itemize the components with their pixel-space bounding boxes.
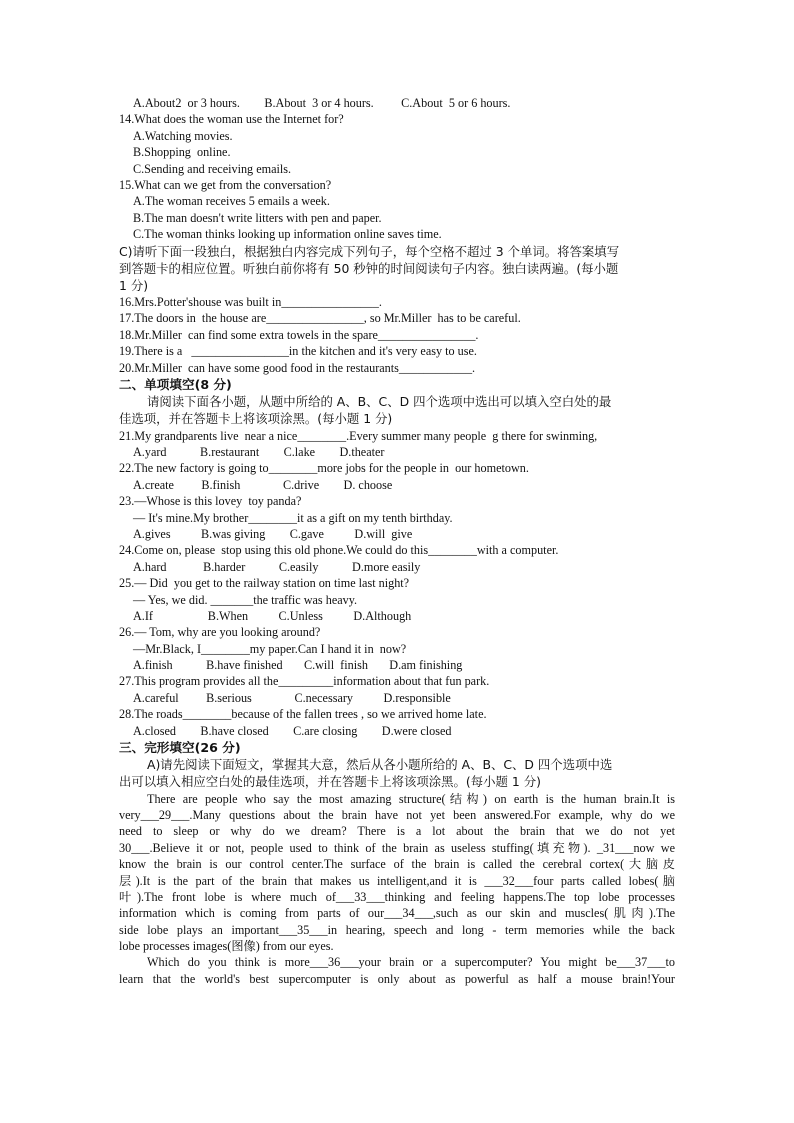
text-line: 14.What does the woman use the Internet for? [119, 112, 344, 127]
text-line: A.closed B.have closed C.are closing D.were closed [133, 723, 452, 738]
text-line: 层).It is the part of the brain that makes us intelligent,and it is ___32___four parts called lobes(脑 [119, 873, 675, 888]
text-line: 28.The roads________because of the fallen trees , so we arrived home late. [119, 707, 487, 722]
text-line: B.Shopping online. [133, 145, 231, 160]
text-line: Which do you think is more___36___your brain or a supercomputer? You might be___37___to [147, 955, 675, 970]
text-line: A.If B.When C.Unless D.Although [133, 608, 412, 623]
text-line: A)请先阅读下面短文，掌握其大意，然后从各小题所给的 A、B、C、D 四个选项中选 [147, 757, 613, 773]
text-line: 20.Mr.Miller can have some good food in the restaurants____________. [119, 360, 476, 375]
text-line: 1 分) [119, 277, 149, 293]
text-line: 到答题卡的相应位置。听独白前你将有 50 秒钟的时间阅读句子内容。独白读两遍。(每小题 [119, 260, 619, 276]
text-line: 22.The new factory is going to________more jobs for the people in our hometown. [119, 461, 529, 476]
text-line: B.The man doesn't write litters with pen and paper. [133, 210, 382, 225]
text-line: 二、单项填空(8 分) [119, 377, 232, 393]
text-line: need to sleep or why do we dream? There is a lot about the brain that we do not yet [119, 824, 675, 839]
text-line: 佳选项，并在答题卡上将该项涂黑。(每小题 1 分) [119, 411, 393, 427]
text-line: 27.This program provides all the_________information about that fun park. [119, 674, 490, 689]
text-line: A.gives B.was giving C.gave D.will give [133, 526, 413, 541]
text-line: A.careful B.serious C.necessary D.responsible [133, 690, 451, 705]
text-line: —Mr.Black, I________my paper.Can I hand it in now? [133, 641, 407, 656]
text-line: A.create B.finish C.drive D. choose [133, 477, 393, 492]
text-line: There are people who say the most amazing structure(结构) on earth is the human brain.It is [147, 791, 675, 806]
text-line: very___29___.Many questions about the brain have not yet been answered.For example, why do we [119, 807, 675, 822]
text-line: 16.Mrs.Potter'shouse was built in________________. [119, 295, 382, 310]
text-line: 25.— Did you get to the railway station on time last night? [119, 576, 410, 591]
text-line: A.finish B.have finished C.will finish D.am finishing [133, 658, 463, 673]
text-line: 17.The doors in the house are________________, so Mr.Miller has to be careful. [119, 311, 521, 326]
text-line: A.yard B.restaurant C.lake D.theater [133, 444, 385, 459]
text-line: 15.What can we get from the conversation? [119, 177, 332, 192]
text-line: C.The woman thinks looking up information online saves time. [133, 227, 442, 242]
text-line: 请阅读下面各小题，从题中所给的 A、B、C、D 四个选项中选出可以填入空白处的最 [147, 394, 612, 410]
text-line: C.Sending and receiving emails. [133, 161, 292, 176]
text-line: A.The woman receives 5 emails a week. [133, 194, 330, 209]
text-line: 26.— Tom, why are you looking around? [119, 625, 321, 640]
text-line: A.Watching movies. [133, 128, 233, 143]
text-line: learn that the world's best supercomputer is only about as powerful as half a mouse brain!Your [119, 971, 675, 986]
text-line: lobe processes images(图像) from our eyes. [119, 939, 334, 954]
text-line: 19.There is a ________________in the kitchen and it's very easy to use. [119, 344, 477, 359]
text-line: — It's mine.My brother________it as a gift on my tenth birthday. [133, 510, 453, 525]
document-page [119, 95, 675, 987]
text-line: 三、完形填空(26 分) [119, 740, 241, 756]
text-line: — Yes, we did. _______the traffic was heavy. [133, 592, 358, 607]
text-line: know the brain is our control center.The surface of the brain is called the cerebral cortex(大脑皮 [119, 857, 675, 872]
text-line: C)请听下面一段独白，根据独白内容完成下列句子，每个空格不超过 3 个单词。将答案填写 [119, 243, 620, 259]
text-line: 23.—Whose is this lovey toy panda? [119, 494, 302, 509]
text-line: side lobe plays an important___35___in hearing, speech and long - term memories while the back [119, 922, 675, 937]
text-line: A.hard B.harder C.easily D.more easily [133, 559, 421, 574]
text-line: information which is coming from parts of our___34___,such as our skin and muscles(肌肉).The [119, 906, 675, 921]
text-line: 叶).The front lobe is where much of___33___thinking and feeling happens.The top lobe processes [119, 889, 675, 904]
text-line: 出可以填入相应空白处的最佳选项，并在答题卡上将该项涂黑。(每小题 1 分) [119, 774, 541, 790]
text-line: 21.My grandparents live near a nice________.Every summer many people g there for swinming, [119, 428, 598, 443]
text-line: 18.Mr.Miller can find some extra towels in the spare________________. [119, 327, 479, 342]
text-line: 30___.Believe it or not, people used to think of the brain as useless stuffing(填充物). _31___now we [119, 840, 675, 855]
text-line: A.About2 or 3 hours. B.About 3 or 4 hours. C.About 5 or 6 hours. [133, 96, 511, 110]
text-line: 24.Come on, please stop using this old phone.We could do this________with a computer. [119, 543, 559, 558]
